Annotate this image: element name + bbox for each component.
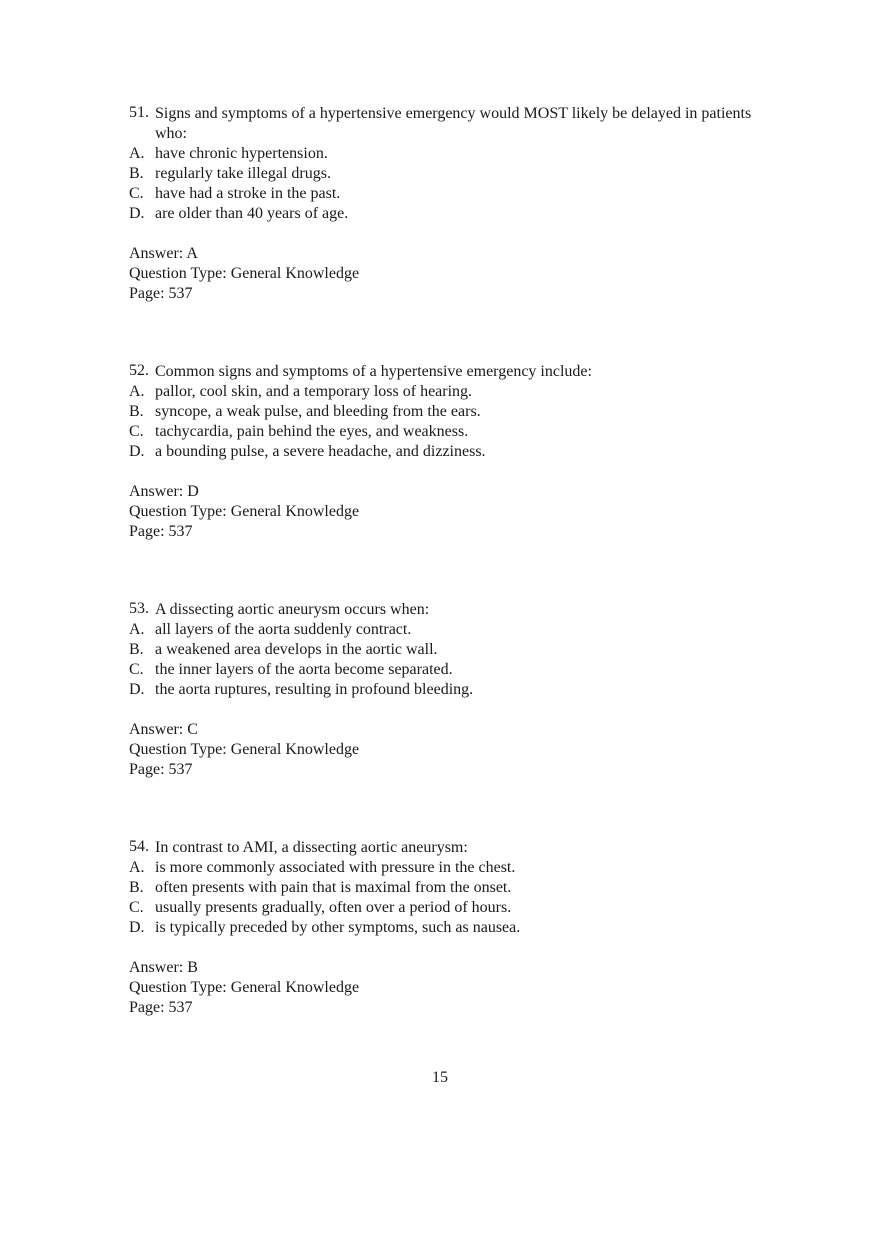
option-c bbox=[129, 660, 769, 680]
question-number: 52. bbox=[129, 362, 149, 379]
answer-block bbox=[129, 244, 769, 304]
question-52 bbox=[129, 362, 769, 542]
option-letter: C. bbox=[129, 899, 144, 916]
option-text: the inner layers of the aorta become separated. bbox=[155, 661, 453, 678]
option-text: usually presents gradually, often over a period of hours. bbox=[155, 899, 512, 916]
option-text: the aorta ruptures, resulting in profound bleeding. bbox=[155, 681, 474, 698]
question-text: In contrast to AMI, a dissecting aortic aneurysm: bbox=[155, 839, 468, 856]
question-text: A dissecting aortic aneurysm occurs when: bbox=[155, 601, 430, 618]
question-stem bbox=[129, 600, 769, 620]
answer-block bbox=[129, 720, 769, 780]
option-text: a weakened area develops in the aortic wall. bbox=[155, 641, 438, 658]
option-b bbox=[129, 402, 769, 422]
question-54 bbox=[129, 838, 769, 1018]
option-letter: C. bbox=[129, 423, 144, 440]
option-text: often presents with pain that is maximal from the onset. bbox=[155, 879, 512, 896]
option-letter: B. bbox=[129, 165, 144, 182]
option-b bbox=[129, 164, 769, 184]
option-text: regularly take illegal drugs. bbox=[155, 165, 331, 182]
option-letter: D. bbox=[129, 443, 145, 460]
question-number: 53. bbox=[129, 600, 149, 617]
option-text: a bounding pulse, a severe headache, and dizziness. bbox=[155, 443, 486, 460]
question-stem bbox=[129, 838, 769, 858]
answer: Answer: C bbox=[129, 721, 198, 738]
answer: Answer: B bbox=[129, 959, 198, 976]
question-51 bbox=[129, 104, 769, 304]
answer-block bbox=[129, 958, 769, 1018]
option-a bbox=[129, 144, 769, 164]
option-d bbox=[129, 680, 769, 700]
page-number: 15 bbox=[432, 1069, 448, 1086]
answer-block bbox=[129, 482, 769, 542]
option-a bbox=[129, 382, 769, 402]
option-d bbox=[129, 204, 769, 224]
option-letter: D. bbox=[129, 681, 145, 698]
question-stem bbox=[129, 362, 769, 382]
option-text: tachycardia, pain behind the eyes, and weakness. bbox=[155, 423, 469, 440]
option-letter: B. bbox=[129, 641, 144, 658]
option-b bbox=[129, 878, 769, 898]
question-type: Question Type: General Knowledge bbox=[129, 503, 360, 520]
option-a bbox=[129, 620, 769, 640]
option-letter: A. bbox=[129, 859, 145, 876]
option-c bbox=[129, 422, 769, 442]
page-reference: Page: 537 bbox=[129, 285, 193, 302]
option-d bbox=[129, 442, 769, 462]
question-stem bbox=[129, 104, 769, 144]
option-letter: A. bbox=[129, 621, 145, 638]
question-text: Common signs and symptoms of a hypertensive emergency include: bbox=[155, 363, 592, 380]
option-text: is more commonly associated with pressure in the chest. bbox=[155, 859, 516, 876]
page-reference: Page: 537 bbox=[129, 761, 193, 778]
answer: Answer: A bbox=[129, 245, 198, 262]
option-letter: C. bbox=[129, 185, 144, 202]
option-letter: D. bbox=[129, 205, 145, 222]
option-c bbox=[129, 898, 769, 918]
question-53 bbox=[129, 600, 769, 780]
option-text: is typically preceded by other symptoms, such as nausea. bbox=[155, 919, 521, 936]
option-letter: A. bbox=[129, 145, 145, 162]
page-reference: Page: 537 bbox=[129, 999, 193, 1016]
question-type: Question Type: General Knowledge bbox=[129, 265, 360, 282]
option-letter: B. bbox=[129, 879, 144, 896]
option-d bbox=[129, 918, 769, 938]
option-text: all layers of the aorta suddenly contract. bbox=[155, 621, 412, 638]
option-text: are older than 40 years of age. bbox=[155, 205, 349, 222]
question-number: 54. bbox=[129, 838, 149, 855]
answer: Answer: D bbox=[129, 483, 199, 500]
option-letter: C. bbox=[129, 661, 144, 678]
option-text: have chronic hypertension. bbox=[155, 145, 328, 162]
option-c bbox=[129, 184, 769, 204]
option-a bbox=[129, 858, 769, 878]
question-type: Question Type: General Knowledge bbox=[129, 979, 360, 996]
page-reference: Page: 537 bbox=[129, 523, 193, 540]
option-text: pallor, cool skin, and a temporary loss of hearing. bbox=[155, 383, 473, 400]
question-type: Question Type: General Knowledge bbox=[129, 741, 360, 758]
question-number: 51. bbox=[129, 104, 149, 121]
option-text: have had a stroke in the past. bbox=[155, 185, 341, 202]
option-b bbox=[129, 640, 769, 660]
question-text: Signs and symptoms of a hypertensive emergency would MOST likely be delayed in patients who: bbox=[155, 105, 752, 142]
option-letter: B. bbox=[129, 403, 144, 420]
option-text: syncope, a weak pulse, and bleeding from the ears. bbox=[155, 403, 481, 420]
option-letter: A. bbox=[129, 383, 145, 400]
option-letter: D. bbox=[129, 919, 145, 936]
